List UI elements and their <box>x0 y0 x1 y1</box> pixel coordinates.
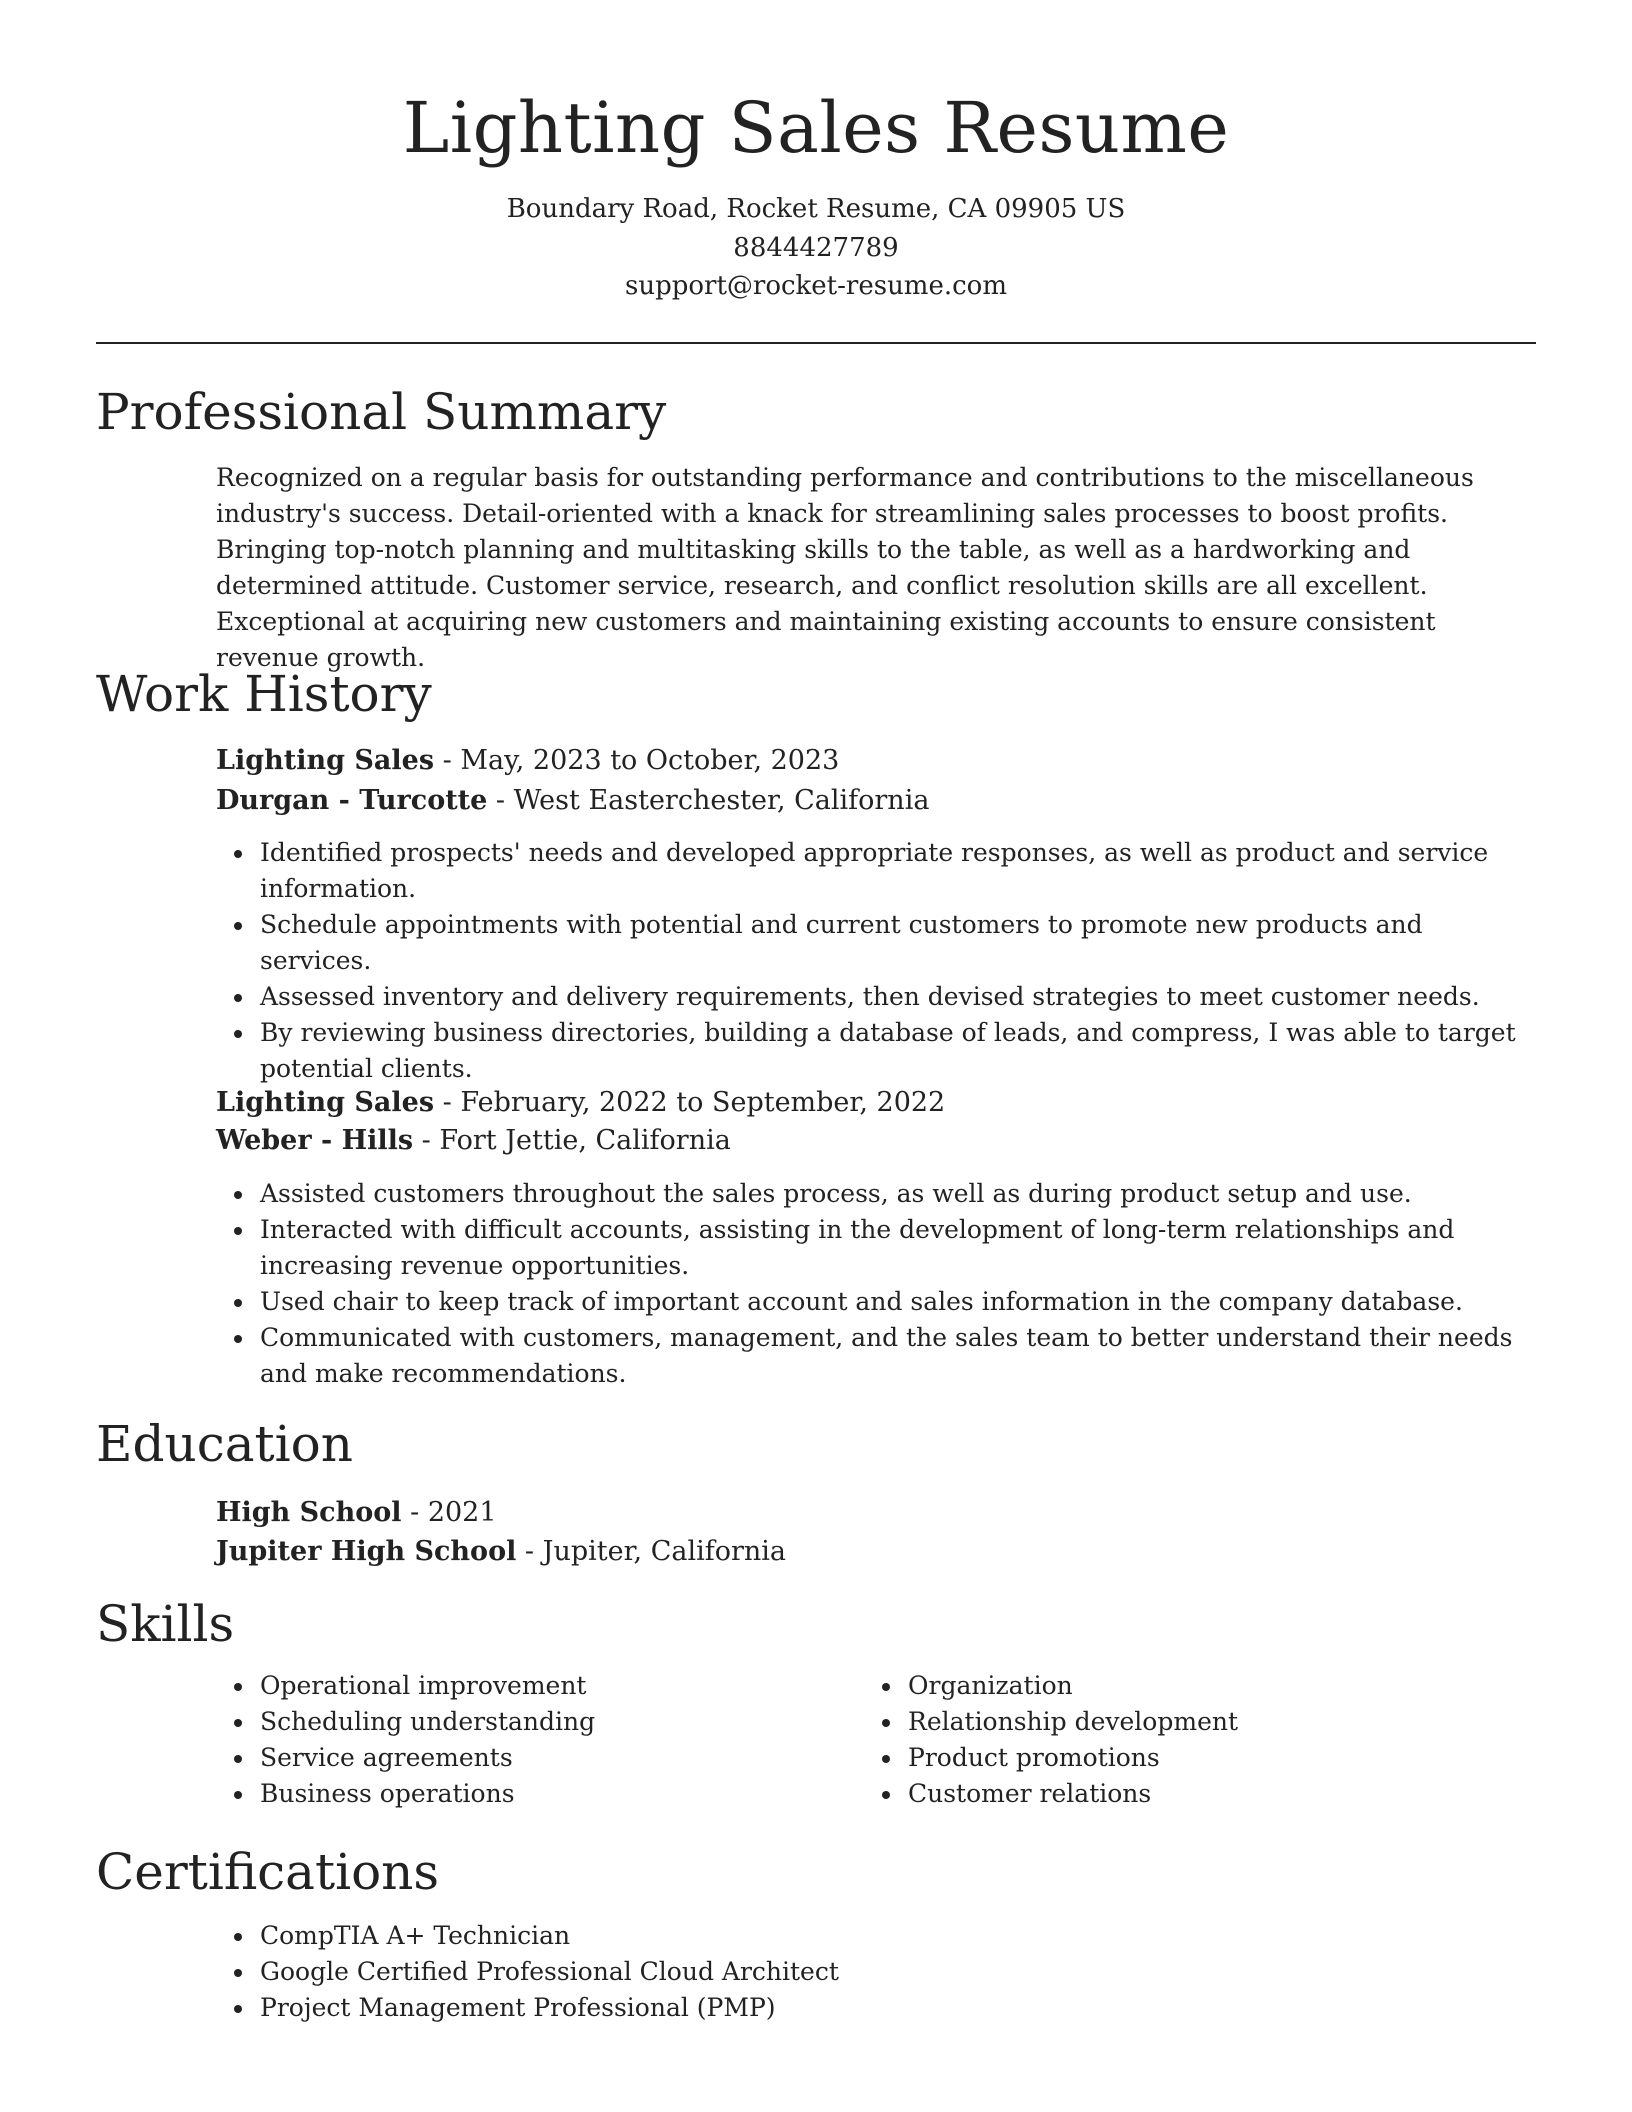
education-heading: Education <box>96 1415 353 1473</box>
certifications-heading: Certifications <box>96 1843 440 1901</box>
separator: - <box>516 1536 543 1567</box>
list-item: Interacted with difficult accounts, assisting in the development of long-term relationships and increasing revenue opportunities. <box>216 1212 1536 1284</box>
list-item: Assisted customers throughout the sales process, as well as during product setup and use. <box>216 1176 1536 1212</box>
list-item: Relationship development <box>864 1704 1536 1740</box>
education-school: Jupiter High School <box>216 1536 517 1567</box>
list-item: Service agreements <box>216 1740 856 1776</box>
list-item: By reviewing business directories, building a database of leads, and compress, I was able to target potential clients. <box>216 1015 1536 1087</box>
job-2-location: Fort Jettie, California <box>439 1125 731 1156</box>
education-school-line <box>216 1533 786 1571</box>
job-1-title-line <box>216 742 839 780</box>
job-1-company: Durgan - Turcotte <box>216 785 488 816</box>
summary-text: Recognized on a regular basis for outstanding performance and contributions to the miscellaneous industry's success. Detail-oriented with a knack for streamlining sales processes to boost profits. Bringing top-notch planning and multitasking skills to the table, as well as a hardworking and determined attitude. Customer service, research, and conflict resolution skills are all excellent. Exceptional at acquiring new customers and maintaining existing accounts to ensure consistent revenue growth. <box>216 463 1474 672</box>
job-2-title-line <box>216 1084 945 1122</box>
list-item: Assessed inventory and delivery requirements, then devised strategies to meet customer needs. <box>216 979 1536 1015</box>
list-item: Used chair to keep track of important account and sales information in the company database. <box>216 1284 1536 1320</box>
separator: - <box>413 1125 440 1156</box>
list-item: Project Management Professional (PMP) <box>216 1990 1536 2026</box>
skills-heading: Skills <box>96 1595 235 1653</box>
contact-email: support@rocket-resume.com <box>624 271 1007 301</box>
contact-phone: 8844427789 <box>733 233 899 263</box>
list-item: Communicated with customers, management, and the sales team to better understand their needs and make recommendations. <box>216 1320 1536 1392</box>
list-item: Product promotions <box>864 1740 1536 1776</box>
separator: - <box>401 1497 428 1528</box>
list-item: CompTIA A+ Technician <box>216 1918 1536 1954</box>
skills-left-list <box>216 1668 856 1812</box>
list-item: Operational improvement <box>216 1668 856 1704</box>
job-1-dates: May, 2023 to October, 2023 <box>460 745 840 776</box>
skills-right-list <box>864 1668 1536 1812</box>
job-1-title: Lighting Sales <box>216 745 435 776</box>
separator: - <box>434 745 461 776</box>
list-item: Identified prospects' needs and developed appropriate responses, as well as product and service information. <box>216 835 1536 907</box>
header-divider <box>96 342 1536 344</box>
education-location: Jupiter, California <box>542 1536 787 1567</box>
list-item: Google Certified Professional Cloud Architect <box>216 1954 1536 1990</box>
job-2-title: Lighting Sales <box>216 1087 435 1118</box>
education-degree: High School <box>216 1497 402 1528</box>
list-item: Business operations <box>216 1776 856 1812</box>
job-2-bullets <box>216 1176 1536 1392</box>
list-item: Organization <box>864 1668 1536 1704</box>
list-item: Scheduling understanding <box>216 1704 856 1740</box>
separator: - <box>487 785 514 816</box>
work-history-heading: Work History <box>96 665 432 723</box>
education-degree-line <box>216 1494 497 1532</box>
job-2-company: Weber - Hills <box>216 1125 414 1156</box>
certifications-list <box>216 1918 1536 2026</box>
job-2-dates: February, 2022 to September, 2022 <box>460 1087 946 1118</box>
list-item: Schedule appointments with potential and current customers to promote new products and services. <box>216 907 1536 979</box>
education-year: 2021 <box>427 1497 497 1528</box>
job-1-location: West Easterchester, California <box>513 785 930 816</box>
list-item: Customer relations <box>864 1776 1536 1812</box>
resume-title: Lighting Sales Resume <box>402 87 1230 169</box>
separator: - <box>434 1087 461 1118</box>
job-1-company-line <box>216 782 929 820</box>
job-2-company-line <box>216 1122 731 1160</box>
job-1-bullets <box>216 835 1536 1087</box>
contact-address: Boundary Road, Rocket Resume, CA 09905 US <box>506 194 1126 224</box>
summary-heading: Professional Summary <box>96 383 667 441</box>
